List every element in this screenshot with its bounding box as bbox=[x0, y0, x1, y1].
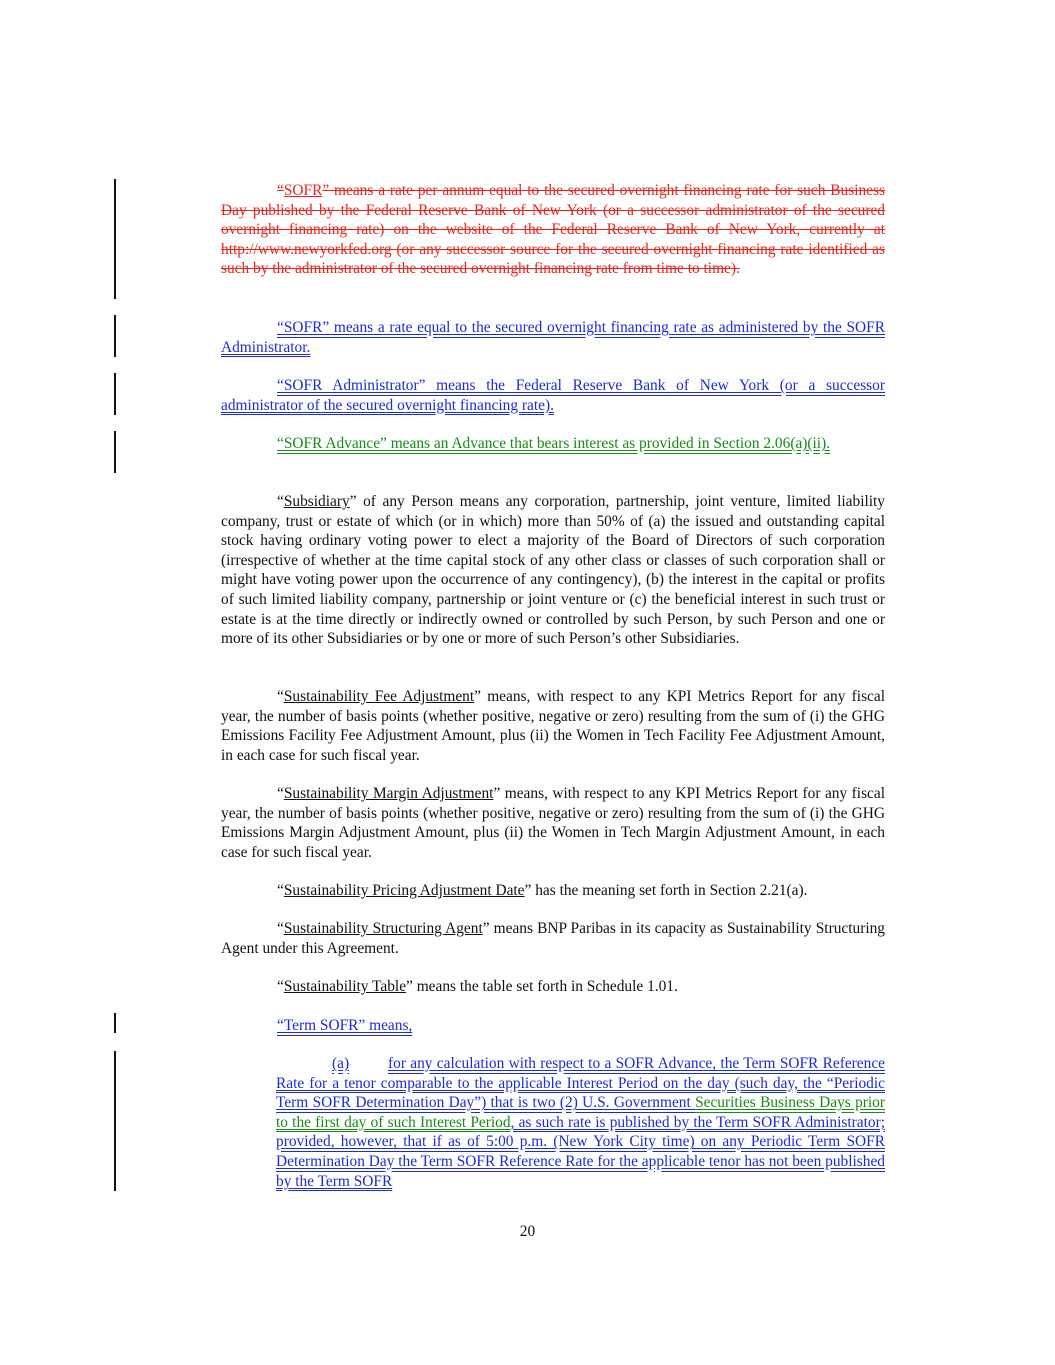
inserted-text: “SOFR” means a rate equal to the secured overnight financing rate as administered by the SOFR Administrator. bbox=[221, 319, 885, 356]
inserted-text: , as such rate is published by the Term SOFR Administrator; provided, however, that if as of 5:00 p.m. (New York City time) on any Periodic Term SOFR Determination Day the Term SOFR Reference Rate for the applicable tenor has not been published by the Term SOFR bbox=[276, 1113, 885, 1190]
defined-term: Sustainability Fee Adjustment bbox=[283, 688, 475, 705]
clause-label bbox=[332, 1054, 388, 1074]
change-bar bbox=[114, 179, 116, 299]
definition-text: ” of any Person means any corporation, partnership, joint venture, limited liability company, trust or estate of which (or in which) more than 50% of (a) the issued and outstanding capital stock having ordinary voting power to elect a majority of the Board of Directors of such corporation (irrespective of whether at the time capital stock of any other class or classes of such corporation shall or might have voting power upon the occurrence of any contingency), (b) the interest in the capital or profits of such limited liability company, partnership or joint venture or (c) the beneficial interest in such trust or estate is at the time directly or indirectly owned or controlled by such Person, by such Person and one or more of its other Subsidiaries or by one or more of such Person’s other Subsidiaries. bbox=[221, 493, 885, 648]
definition-term-sofr-heading bbox=[221, 1016, 885, 1036]
definition-sofr-deleted bbox=[221, 181, 885, 279]
open-quote: “ bbox=[277, 493, 284, 510]
deleted-open-quote: “ bbox=[277, 182, 284, 199]
definition-sustainability-table bbox=[221, 977, 885, 997]
definition-sofr-advance bbox=[221, 434, 885, 454]
definition-sustainability-pricing-adjustment-date bbox=[221, 881, 885, 901]
definition-text: ” means the table set forth in Schedule 1.01. bbox=[406, 978, 678, 995]
open-quote: “ bbox=[277, 882, 284, 899]
change-bar bbox=[114, 315, 116, 357]
change-bar bbox=[114, 431, 116, 473]
definition-sustainability-fee-adjustment bbox=[221, 687, 885, 765]
definition-sofr-administrator bbox=[221, 376, 885, 415]
change-bar bbox=[114, 373, 116, 415]
definition-subsidiary bbox=[221, 492, 885, 649]
definition-sofr-inserted bbox=[221, 318, 885, 357]
definition-text: ” has the meaning set forth in Section 2.21(a). bbox=[524, 882, 808, 899]
defined-term: Sustainability Pricing Adjustment Date bbox=[283, 882, 525, 899]
open-quote: “ bbox=[277, 920, 284, 937]
open-quote: “ bbox=[277, 978, 284, 995]
defined-term: Sustainability Structuring Agent bbox=[283, 920, 483, 937]
inserted-text: “Term SOFR” means, bbox=[277, 1017, 413, 1034]
definition-text: ” means, with respect to any KPI Metrics Report for any fiscal year, the number of basis points (whether positive, negative or zero) resulting from the sum of (i) the GHG Emissions Facility Fee Adjustment Amount, plus (ii) the Women in Tech Facility Fee Adjustment Amount, in each case for such fiscal year. bbox=[221, 688, 886, 764]
defined-term: Subsidiary bbox=[283, 493, 350, 510]
change-bar bbox=[114, 1051, 116, 1191]
open-quote: “ bbox=[277, 688, 284, 705]
deleted-text: ” means a rate per annum equal to the secured overnight financing rate for such Business Day published by the Federal Reserve Bank of New York (or a successor administrator of the secured overnight financing rate) on the website of the Federal Reserve Bank of New York, currently at http://www.newyorkfed.org (or any successor source for the secured overnight financing rate identified as such by the administrator of the secured overnight financing rate from time to time). bbox=[221, 182, 885, 278]
deleted-term: SOFR bbox=[283, 182, 323, 199]
definition-text: ” means, with respect to any KPI Metrics Report for any fiscal year, the number of basis points (whether positive, negative or zero) resulting from the sum of (i) the GHG Emissions Margin Adjustment Amount, plus (ii) the Women in Tech Margin Adjustment Amount, in each case for such fiscal year. bbox=[221, 785, 885, 861]
defined-term: Sustainability Table bbox=[283, 978, 407, 995]
inserted-text: for any calculation with respect to a SOFR Advance, the Term SOFR Reference Rate for a tenor comparable to the applicable Interest Period on the day (such day, the “Periodic Term SOFR Determination Day”) that is two (2) U.S. Government bbox=[276, 1055, 885, 1112]
term-sofr-clause-a bbox=[276, 1054, 885, 1191]
clause-label-text: (a) bbox=[332, 1055, 350, 1072]
inserted-text: “SOFR Administrator” means the Federal Reserve Bank of New York (or a successor administrator of the secured overnight financing rate). bbox=[221, 377, 885, 414]
definition-sustainability-margin-adjustment bbox=[221, 784, 885, 862]
moved-text: Securities Business Days prior to the first day of such Interest Period bbox=[276, 1094, 885, 1131]
open-quote: “ bbox=[277, 785, 284, 802]
definition-sustainability-structuring-agent bbox=[221, 919, 885, 958]
change-bar bbox=[114, 1013, 116, 1033]
definition-text: ” means BNP Paribas in its capacity as Sustainability Structuring Agent under this Agreement. bbox=[221, 920, 885, 957]
defined-term: Sustainability Margin Adjustment bbox=[283, 785, 494, 802]
page-number: 20 bbox=[519, 1223, 536, 1240]
moved-text: “SOFR Advance” means an Advance that bears interest as provided in Section 2.06(a)(ii). bbox=[277, 435, 831, 452]
